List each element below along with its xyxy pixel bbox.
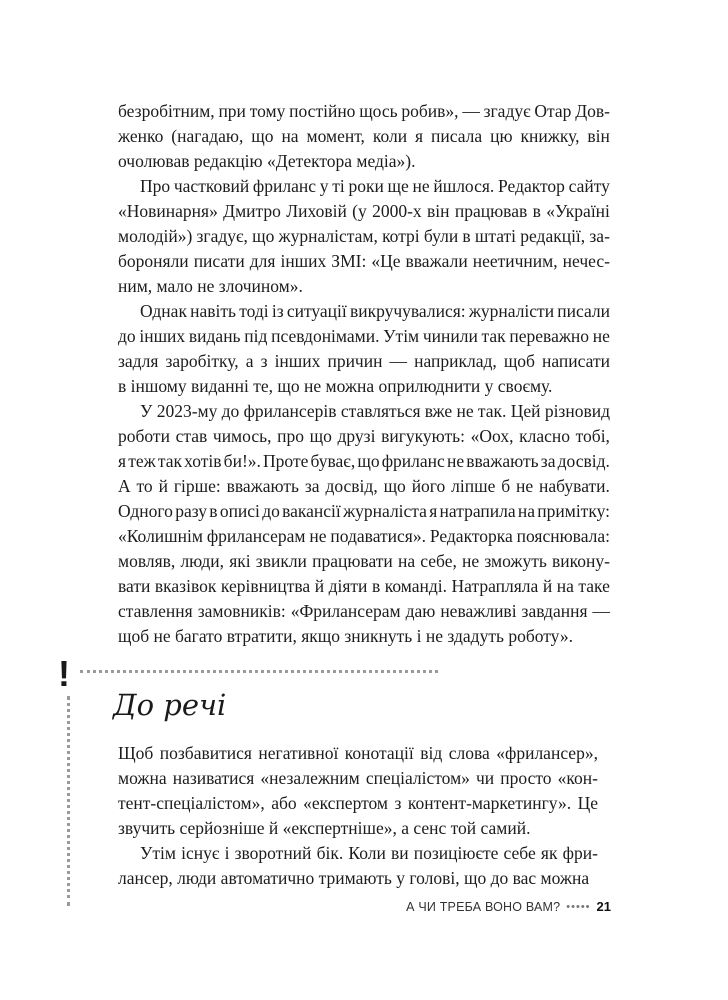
running-head: А ЧИ ТРЕБА ВОНО ВАМ?	[406, 899, 561, 914]
text-line: Про частковий фриланс у ті роки ще не йшлося. Редактор сайту	[140, 176, 610, 196]
paragraph	[118, 741, 598, 841]
text-line: очолював редакцію «Детектора медіа»).	[118, 151, 416, 171]
text-line: молодій») згадує, що журналістам, котрі були в штаті редакції, за-	[118, 226, 610, 246]
paragraph	[118, 399, 610, 649]
text-line: до інших видань під псевдонімами. Утім чинили так переважно не	[118, 326, 610, 346]
text-line: можна називатися «незалежним спеціалістом» чи просто «кон-	[118, 768, 598, 788]
text-line: бороняли писати для інших ЗМІ: «Це вважали неетичним, нечес-	[118, 251, 610, 271]
text-line: в іншому виданні те, що не можна оприлюднити у своєму.	[118, 376, 553, 396]
paragraph	[118, 99, 610, 174]
note-dotted-side-rule	[67, 696, 70, 906]
text-line: щоб не багато втратити, якщо зникнуть і не здадуть роботу».	[118, 626, 573, 646]
note-dotted-rule	[80, 670, 438, 673]
text-line: «Колишнім фрилансерам не подаватися». Редакторка пояснювала:	[118, 526, 610, 546]
text-line: Однак навіть тоді із ситуації викручувалися: журналісти писали	[140, 301, 610, 321]
text-line: мовляв, люди, які звикли працювати на себе, не зможуть викону-	[118, 551, 610, 571]
note-heading: До речі	[113, 688, 227, 722]
text-line: я теж так хотів би!». Проте буває, що фриланс не вважають за досвід.	[118, 451, 610, 471]
paragraph	[118, 174, 610, 299]
text-line: безробітним, при тому постійно щось робив», — згадує Отар Дов-	[118, 101, 610, 121]
text-line: ставлення замовників: «Фрилансерам даю неважливі завдання —	[118, 601, 610, 621]
paragraph	[118, 841, 598, 891]
text-line: Одного разу в описі до вакансії журналіста я натрапила на примітку:	[118, 501, 610, 521]
text-line: У 2023-му до фрилансерів ставляться вже не так. Цей різновид	[140, 401, 610, 421]
footer-dots: •••••	[566, 900, 591, 913]
text-line: роботи став чимось, про що друзі вигукують: «Оох, класно тобі,	[118, 426, 610, 446]
text-line: А то й гірше: вважають за досвід, що його ліпше б не набувати.	[118, 476, 610, 496]
page-footer	[406, 899, 611, 914]
exclamation-icon: !	[58, 653, 70, 694]
text-line: «Новинарня» Дмитро Лиховій (у 2000-х він працював в «Україні	[118, 201, 610, 221]
body-text	[118, 99, 610, 649]
paragraph	[118, 299, 610, 399]
page-number: 21	[596, 899, 611, 914]
text-line: женко (нагадаю, що на момент, коли я писала цю книжку, він	[118, 126, 610, 146]
text-line: Утім існує і зворотний бік. Коли ви позиціюєте себе як фри-	[140, 843, 598, 863]
text-line: звучить серйозніше й «експертніше», а сенс той самий.	[118, 818, 531, 838]
text-line: лансер, люди автоматично тримають у голові, що до вас можна	[118, 868, 590, 888]
note-text	[118, 741, 598, 891]
text-line: тент-спеціалістом», або «експертом з контент-маркетингу». Це	[118, 793, 598, 813]
text-line: вати вказівок керівництва й діяти в команді. Натрапляла й на таке	[118, 576, 610, 596]
text-line: задля заробітку, а з інших причин — наприклад, щоб написати	[118, 351, 610, 371]
text-line: Щоб позбавитися негативної конотації від слова «фрилансер»,	[118, 743, 598, 763]
text-line: ним, мало не злочином».	[118, 276, 303, 296]
